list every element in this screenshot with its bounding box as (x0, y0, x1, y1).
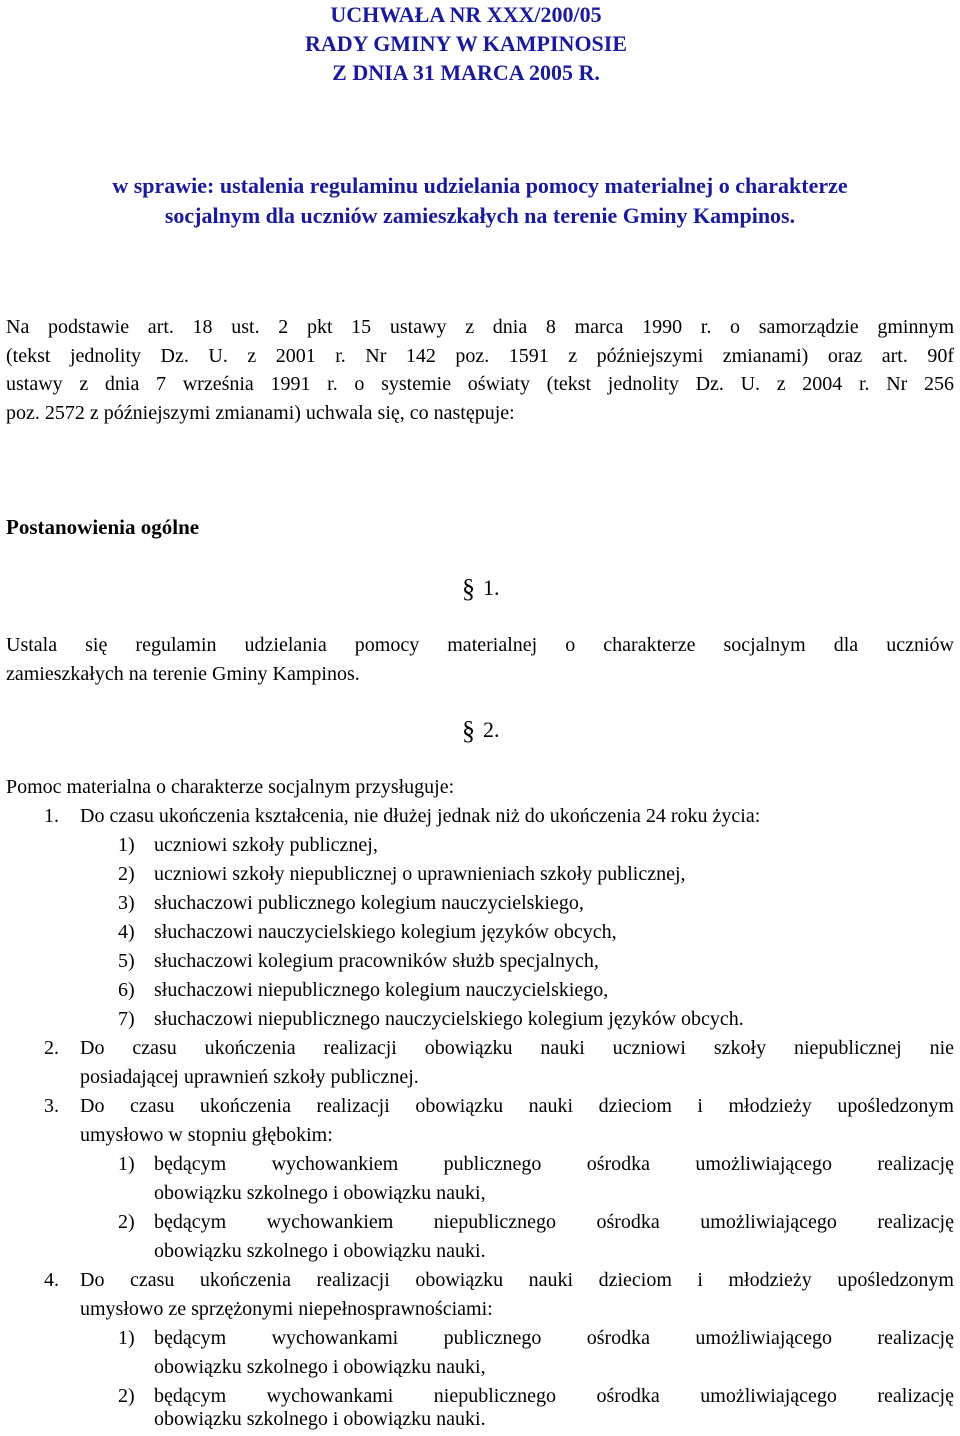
item-number: 3. (44, 1095, 59, 1117)
paragraph-2-intro: Pomoc materialna o charakterze socjalnym przysługuje: (6, 776, 455, 798)
section-sign-icon: § (462, 716, 475, 745)
sub-item-number: 2) (118, 863, 135, 885)
paragraph-2-number: 2. (483, 717, 500, 742)
sub-item-text: słuchaczowi niepublicznego kolegium nauczycielskiego, (154, 979, 609, 1001)
item-text-line-2: umysłowo w stopniu głębokim: (80, 1124, 333, 1146)
sub-item-line-1: będącym wychowankiem publicznego ośrodka umożliwiającego realizację (154, 1153, 954, 1175)
sub-item-line-1: będącym wychowankami niepublicznego ośrodka umożliwiającego realizację (154, 1385, 954, 1407)
sub-item-text: słuchaczowi kolegium pracowników służb specjalnych, (154, 950, 599, 972)
sub-item-line-2: obowiązku szkolnego i obowiązku nauki. (154, 1240, 486, 1262)
council-name: RADY GMINY W KAMPINOSIE (304, 31, 628, 56)
paragraph-1-text (6, 631, 954, 689)
sub-item-number: 2) (118, 1385, 135, 1407)
sub-list-item (118, 860, 686, 889)
sub-item-number: 1) (118, 1327, 135, 1349)
sub-list-item (118, 1005, 744, 1034)
item-text-line-2: umysłowo ze sprzężonymi niepełnosprawnościami: (80, 1298, 493, 1320)
sub-list-item (118, 918, 617, 947)
basis-line-2: (tekst jednolity Dz. U. z 2001 r. Nr 142 poz. 1591 z późniejszymi zmianami) oraz art. 90f (6, 344, 954, 367)
item-text-line-2: posiadającej uprawnień szkoły publicznej. (80, 1066, 419, 1088)
sub-item-number: 6) (118, 979, 135, 1001)
paragraph-1-heading (462, 574, 500, 604)
subject-line-1: w sprawie: ustalenia regulaminu udzielania pomocy materialnej o charakterze (112, 173, 848, 198)
sub-item-number: 4) (118, 921, 135, 943)
item-text-line-1: Do czasu ukończenia realizacji obowiązku nauki dzieciom i młodzieży upośledzonym (80, 1095, 954, 1117)
sub-item-line-2: obowiązku szkolnego i obowiązku nauki, (154, 1182, 486, 1204)
section-sign-icon: § (462, 574, 475, 603)
sub-item-line-2: obowiązku szkolnego i obowiązku nauki, (154, 1356, 486, 1378)
sub-item-number: 7) (118, 1008, 135, 1030)
resolution-number: UCHWAŁA NR XXX/200/05 (330, 2, 602, 27)
item-text: Do czasu ukończenia kształcenia, nie dłużej jednak niż do ukończenia 24 roku życia: (80, 805, 761, 827)
sub-item-text: uczniowi szkoły niepublicznej o uprawnieniach szkoły publicznej, (154, 863, 686, 885)
basis-line-3: ustawy z dnia 7 września 1991 r. o systemie oświaty (tekst jednolity Dz. U. z 2004 r. Nr 256 (6, 373, 954, 395)
item-text-line-1: Do czasu ukończenia realizacji obowiązku nauki dzieciom i młodzieży upośledzonym (80, 1269, 954, 1291)
resolution-date: Z DNIA 31 MARCA 2005 R. (332, 60, 600, 85)
list-item (44, 802, 954, 831)
sub-item-number: 2) (118, 1211, 135, 1233)
sub-item-number: 1) (118, 1153, 135, 1175)
sub-item-line-1: będącym wychowankami publicznego ośrodka umożliwiającego realizację (154, 1327, 954, 1349)
paragraph-1-line-1: Ustala się regulamin udzielania pomocy materialnej o charakterze socjalnym dla uczniów (6, 634, 954, 656)
legal-basis (6, 313, 954, 427)
sub-item-text: uczniowi szkoły publicznej, (154, 834, 378, 856)
sub-item-number: 5) (118, 950, 135, 972)
item-number: 1. (44, 805, 59, 827)
paragraph-1-number: 1. (483, 575, 500, 600)
basis-line-1: Na podstawie art. 18 ust. 2 pkt 15 ustawy z dnia 8 marca 1990 r. o samorządzie gminnym (6, 316, 954, 338)
item-number: 2. (44, 1037, 59, 1059)
sub-item-line-1: będącym wychowankiem niepublicznego ośrodka umożliwiającego realizację (154, 1211, 954, 1233)
section-title: Postanowienia ogólne (6, 515, 200, 539)
sub-item-text: słuchaczowi niepublicznego nauczycielskiego kolegium języków obcych. (154, 1008, 744, 1030)
basis-line-4: poz. 2572 z późniejszymi zmianami) uchwala się, co następuje: (6, 401, 515, 424)
resolution-subject (0, 171, 960, 231)
paragraph-1-line-2: zamieszkałych na terenie Gminy Kampinos. (6, 663, 360, 685)
sub-item-number: 1) (118, 834, 135, 856)
subject-line-2: socjalnym dla uczniów zamieszkałych na terenie Gminy Kampinos. (164, 203, 796, 228)
item-text-line-1: Do czasu ukończenia realizacji obowiązku nauki uczniowi szkoły niepublicznej nie (80, 1037, 954, 1059)
document-header (0, 0, 960, 87)
sub-item-number: 3) (118, 892, 135, 914)
sub-list-item (118, 947, 599, 976)
sub-list-item (118, 831, 378, 860)
sub-item-text: słuchaczowi publicznego kolegium nauczycielskiego, (154, 892, 584, 914)
sub-item-text: słuchaczowi nauczycielskiego kolegium języków obcych, (154, 921, 617, 943)
sub-list-item (118, 889, 584, 918)
sub-list-item (118, 976, 608, 1005)
paragraph-2-heading (462, 716, 500, 746)
sub-item-line-2: obowiązku szkolnego i obowiązku nauki. (154, 1408, 486, 1430)
item-number: 4. (44, 1269, 59, 1291)
